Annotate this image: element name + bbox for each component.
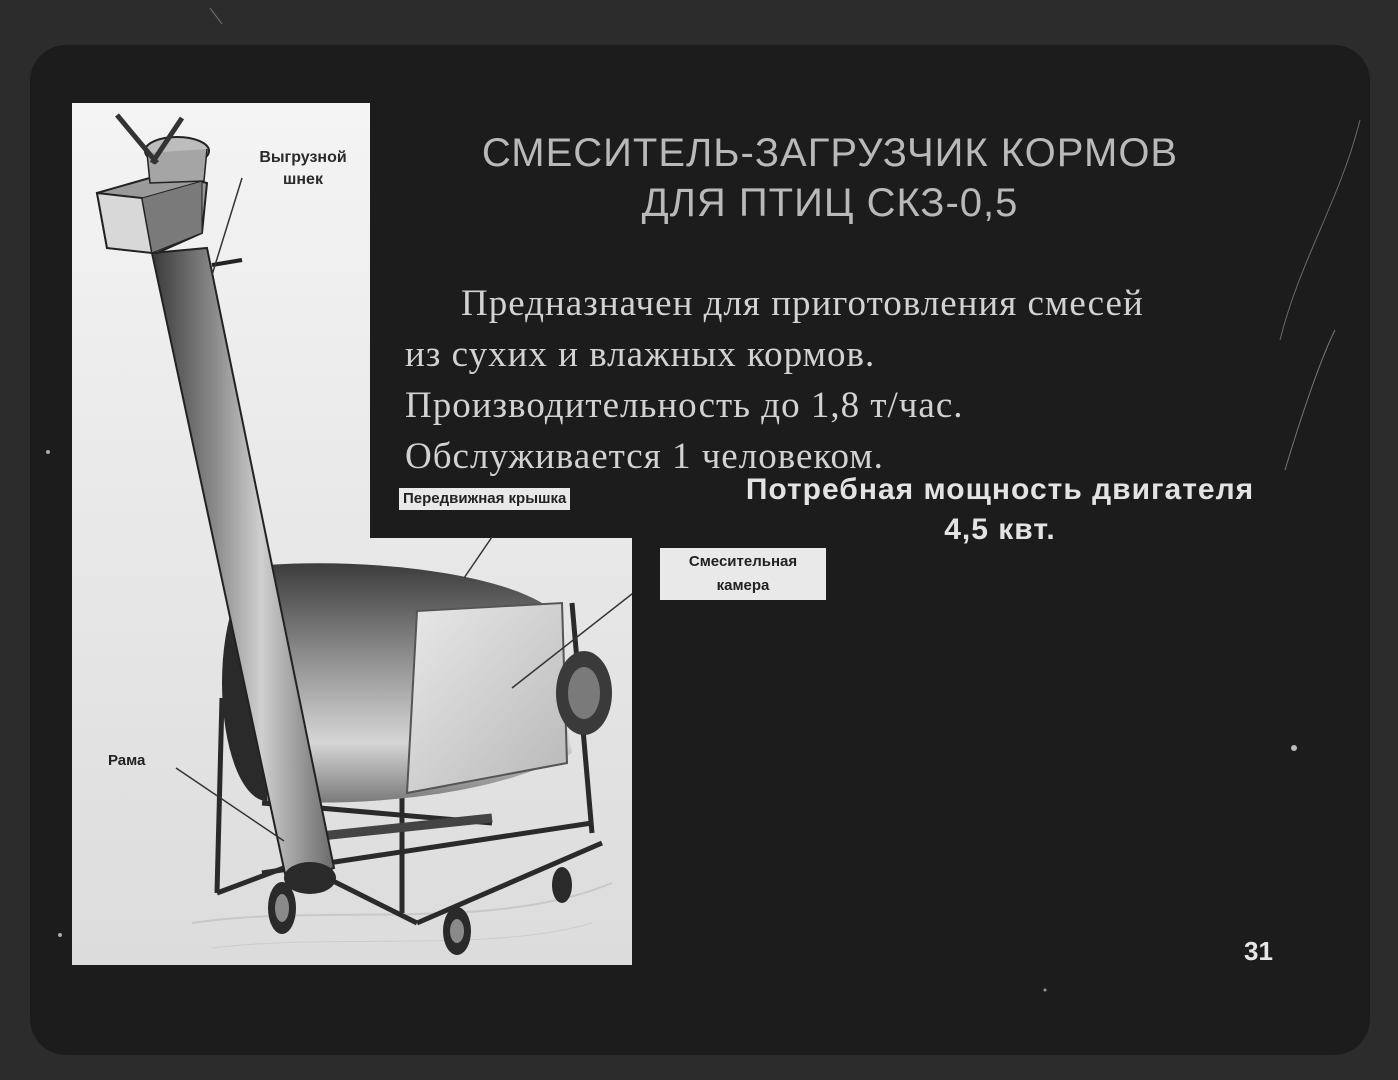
power-line-1: Потребная мощность двигателя [745, 473, 1255, 506]
label-chamber-text: Смесительная камера [688, 553, 798, 594]
description-line-1: Предназначен для приготовления смесей [461, 283, 1144, 324]
title-line-1: СМЕСИТЕЛЬ-ЗАГРУЗЧИК КОРМОВ [481, 131, 1179, 175]
description-line-4: Обслуживается 1 человеком. [405, 436, 884, 477]
label-chamber [660, 548, 826, 600]
label-cover [399, 488, 570, 510]
page-number: 31 [1244, 936, 1273, 966]
power-requirement [690, 470, 1310, 550]
slide-title [420, 128, 1240, 228]
power-line-2: 4,5 квт. [944, 513, 1056, 546]
description-line-3: Производительность до 1,8 т/час. [405, 385, 964, 426]
description [405, 278, 1305, 482]
title-line-2: ДЛЯ ПТИЦ СКЗ-0,5 [641, 181, 1019, 225]
label-frame-text: Рама [108, 752, 146, 769]
machine-photo [72, 103, 632, 965]
description-line-2: из сухих и влажных кормов. [405, 334, 876, 375]
label-auger-text: Выгрузной шнек [259, 149, 347, 188]
label-auger [237, 145, 369, 193]
label-cover-text: Передвижная крышка [403, 490, 567, 507]
label-frame [104, 750, 149, 772]
